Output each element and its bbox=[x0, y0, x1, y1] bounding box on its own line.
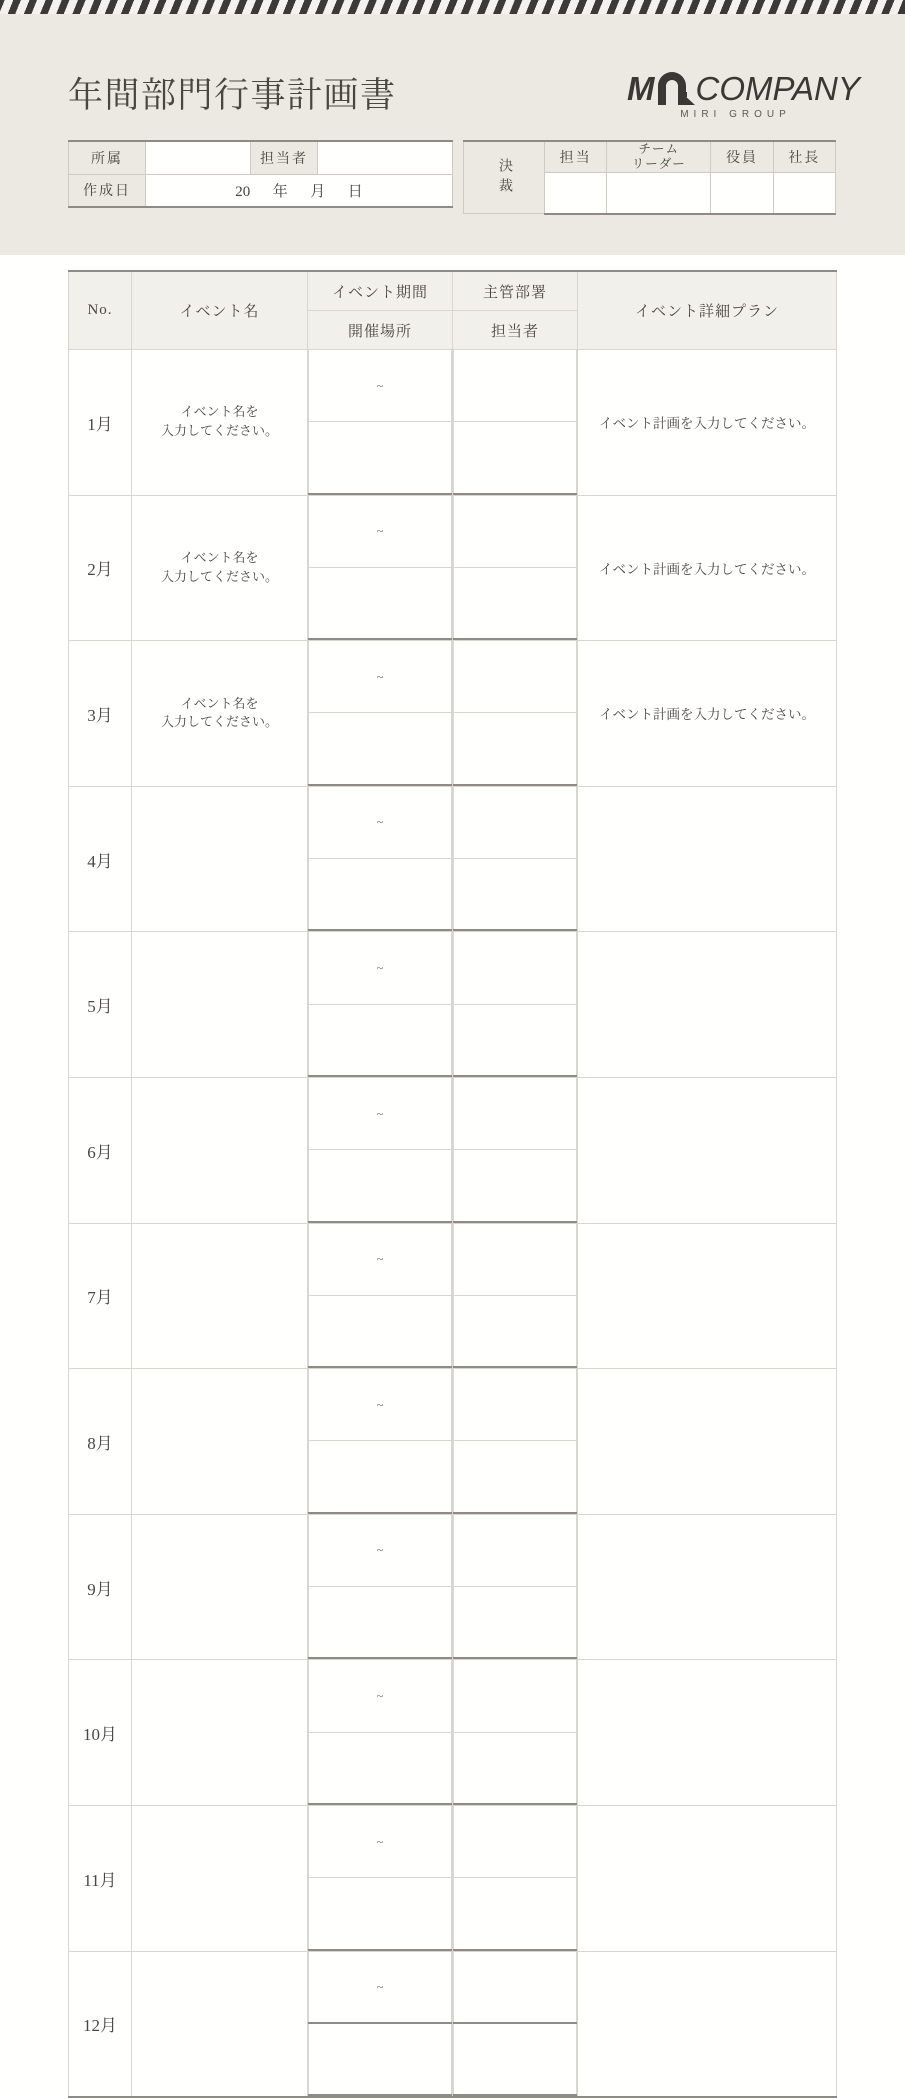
period-tilde-separator: ~ bbox=[376, 378, 384, 393]
annual-event-plan-table bbox=[68, 270, 837, 2098]
row-month-label: 9月 bbox=[69, 1514, 132, 1660]
row-detail-plan-field[interactable] bbox=[578, 1805, 837, 1951]
row-owner-field[interactable] bbox=[454, 567, 577, 639]
row-dept-owner-cell bbox=[453, 1514, 578, 1660]
approval-stamp-yakuin[interactable] bbox=[711, 172, 773, 214]
row-owner-field[interactable] bbox=[454, 1004, 577, 1076]
row-venue-field[interactable] bbox=[309, 1150, 452, 1222]
row-dept-field[interactable] bbox=[454, 1078, 577, 1150]
header-event-name: イベント名 bbox=[132, 271, 308, 350]
row-period-venue-cell bbox=[308, 1077, 453, 1223]
affiliation-field[interactable] bbox=[146, 141, 251, 174]
row-venue-field[interactable] bbox=[309, 1004, 452, 1076]
approval-label-team-leader: チーム リーダー bbox=[607, 141, 711, 172]
table-row bbox=[69, 1514, 837, 1660]
approval-stamp-shacho[interactable] bbox=[773, 172, 835, 214]
row-owner-field[interactable] bbox=[454, 713, 577, 785]
header-owner: 担当者 bbox=[453, 311, 578, 350]
table-row bbox=[69, 350, 837, 496]
table-row bbox=[69, 1369, 837, 1515]
row-period-venue-cell bbox=[308, 1660, 453, 1806]
header-venue: 開催場所 bbox=[308, 311, 453, 350]
approval-stamp-tanto[interactable] bbox=[545, 172, 607, 214]
period-tilde-separator: ~ bbox=[376, 1979, 384, 1994]
period-tilde-separator: ~ bbox=[376, 1834, 384, 1849]
approval-table bbox=[463, 140, 836, 215]
row-owner-field[interactable] bbox=[454, 422, 577, 494]
header-event-detail-plan: イベント詳細プラン bbox=[578, 271, 837, 350]
row-detail-plan-field[interactable] bbox=[578, 1660, 837, 1806]
row-period-field[interactable] bbox=[309, 641, 452, 713]
row-period-venue-cell bbox=[308, 932, 453, 1078]
row-venue-field[interactable] bbox=[309, 567, 452, 639]
logo-tagline: MIRI GROUP bbox=[680, 109, 791, 120]
row-period-venue-cell bbox=[308, 786, 453, 932]
row-dept-field[interactable] bbox=[454, 787, 577, 859]
row-period-field[interactable] bbox=[309, 1660, 452, 1732]
logo-word-company: COMPANY bbox=[695, 70, 860, 107]
row-owner-field[interactable] bbox=[454, 1732, 577, 1804]
row-event-name-field[interactable] bbox=[132, 1660, 308, 1806]
row-dept-field[interactable] bbox=[454, 1660, 577, 1732]
logo-arch-icon bbox=[654, 72, 696, 106]
row-venue-field[interactable] bbox=[309, 1732, 452, 1804]
approval-stamp-team-leader[interactable] bbox=[607, 172, 711, 214]
row-detail-plan-field[interactable]: イベント計画を入力してください。 bbox=[578, 641, 837, 787]
row-period-field[interactable] bbox=[309, 1515, 452, 1587]
row-event-name-field[interactable] bbox=[132, 1077, 308, 1223]
row-period-field[interactable] bbox=[309, 1369, 452, 1441]
row-dept-field[interactable] bbox=[454, 1515, 577, 1587]
affiliation-label: 所属 bbox=[69, 141, 146, 174]
row-venue-field[interactable] bbox=[309, 859, 452, 931]
row-period-venue-cell bbox=[308, 1369, 453, 1515]
row-owner-field[interactable] bbox=[454, 1441, 577, 1513]
row-dept-owner-cell bbox=[453, 786, 578, 932]
created-date-label: 作成日 bbox=[69, 174, 146, 207]
row-venue-field[interactable] bbox=[309, 1878, 452, 1950]
row-month-label: 7月 bbox=[69, 1223, 132, 1369]
table-row bbox=[69, 1077, 837, 1223]
row-detail-plan-field[interactable] bbox=[578, 1223, 837, 1369]
row-detail-plan-field[interactable] bbox=[578, 1951, 837, 2097]
row-month-label: 10月 bbox=[69, 1660, 132, 1806]
row-period-venue-cell bbox=[308, 495, 453, 641]
row-detail-plan-field[interactable] bbox=[578, 1369, 837, 1515]
table-row bbox=[69, 1660, 837, 1806]
row-detail-plan-field[interactable] bbox=[578, 786, 837, 932]
row-detail-plan-field[interactable] bbox=[578, 1514, 837, 1660]
row-venue-field[interactable] bbox=[309, 1587, 452, 1659]
plan-rows-body bbox=[69, 350, 837, 2098]
row-venue-field[interactable] bbox=[309, 1441, 452, 1513]
table-row bbox=[69, 495, 837, 641]
row-detail-plan-field[interactable] bbox=[578, 932, 837, 1078]
approval-label-tanto: 担当 bbox=[545, 141, 607, 172]
row-period-field[interactable] bbox=[309, 787, 452, 859]
row-venue-field[interactable] bbox=[309, 2023, 452, 2095]
row-dept-field[interactable] bbox=[454, 1369, 577, 1441]
row-dept-owner-cell bbox=[453, 495, 578, 641]
row-dept-field[interactable] bbox=[454, 496, 577, 568]
row-dept-field[interactable] bbox=[454, 641, 577, 713]
page-title: 年間部門行事計画書 bbox=[68, 76, 397, 115]
row-dept-owner-cell bbox=[453, 1951, 578, 2097]
row-month-label: 6月 bbox=[69, 1077, 132, 1223]
row-dept-field[interactable] bbox=[454, 932, 577, 1004]
row-period-field[interactable] bbox=[309, 1078, 452, 1150]
row-detail-plan-field[interactable]: イベント計画を入力してください。 bbox=[578, 495, 837, 641]
row-dept-owner-cell bbox=[453, 1660, 578, 1806]
row-owner-field[interactable] bbox=[454, 1150, 577, 1222]
approval-label-yakuin: 役員 bbox=[711, 141, 773, 172]
table-row bbox=[69, 641, 837, 787]
row-detail-plan-field[interactable]: イベント計画を入力してください。 bbox=[578, 350, 837, 496]
row-month-label: 8月 bbox=[69, 1369, 132, 1515]
row-period-venue-cell bbox=[308, 1514, 453, 1660]
row-event-name-field[interactable] bbox=[132, 786, 308, 932]
row-period-field[interactable] bbox=[309, 1806, 452, 1878]
period-tilde-separator: ~ bbox=[376, 961, 384, 976]
table-row bbox=[69, 932, 837, 1078]
period-tilde-separator: ~ bbox=[376, 815, 384, 830]
logo-letter-m: M bbox=[627, 70, 654, 107]
row-month-label: 1月 bbox=[69, 350, 132, 496]
row-dept-field[interactable] bbox=[454, 1806, 577, 1878]
period-tilde-separator: ~ bbox=[376, 1688, 384, 1703]
row-dept-owner-cell bbox=[453, 1805, 578, 1951]
row-event-name-field[interactable] bbox=[132, 1369, 308, 1515]
row-owner-field[interactable] bbox=[454, 1295, 577, 1367]
row-owner-field[interactable] bbox=[454, 2023, 577, 2095]
row-period-field[interactable] bbox=[309, 350, 452, 422]
row-month-label: 5月 bbox=[69, 932, 132, 1078]
row-detail-plan-field[interactable] bbox=[578, 1077, 837, 1223]
table-row bbox=[69, 786, 837, 932]
row-event-name-field[interactable]: イベント名を 入力してください。 bbox=[132, 641, 308, 787]
row-period-field[interactable] bbox=[309, 932, 452, 1004]
period-tilde-separator: ~ bbox=[376, 1543, 384, 1558]
row-owner-field[interactable] bbox=[454, 1878, 577, 1950]
header-event-period: イベント期間 bbox=[308, 271, 453, 311]
row-dept-owner-cell bbox=[453, 1223, 578, 1369]
row-period-venue-cell bbox=[308, 1951, 453, 2097]
row-dept-owner-cell bbox=[453, 1369, 578, 1515]
created-date-field[interactable]: 20 年 月 日 bbox=[146, 174, 453, 207]
period-tilde-separator: ~ bbox=[376, 1252, 384, 1267]
row-owner-field[interactable] bbox=[454, 859, 577, 931]
row-period-venue-cell bbox=[308, 641, 453, 787]
row-dept-field[interactable] bbox=[454, 1952, 577, 2024]
row-period-field[interactable] bbox=[309, 1952, 452, 2024]
table-row bbox=[69, 1951, 837, 2097]
person-label: 担当者 bbox=[251, 141, 318, 174]
row-month-label: 12月 bbox=[69, 1951, 132, 2097]
person-field[interactable] bbox=[318, 141, 453, 174]
row-period-venue-cell bbox=[308, 1223, 453, 1369]
row-period-venue-cell bbox=[308, 1805, 453, 1951]
row-venue-field[interactable] bbox=[309, 422, 452, 494]
period-tilde-separator: ~ bbox=[376, 1106, 384, 1121]
row-event-name-field[interactable]: イベント名を 入力してください。 bbox=[132, 495, 308, 641]
row-venue-field[interactable] bbox=[309, 1295, 452, 1367]
row-month-label: 4月 bbox=[69, 786, 132, 932]
row-period-venue-cell bbox=[308, 350, 453, 496]
document-info-table bbox=[68, 140, 453, 208]
company-logo bbox=[627, 70, 860, 120]
logo-wordmark bbox=[627, 70, 860, 107]
row-dept-owner-cell bbox=[453, 641, 578, 787]
table-row bbox=[69, 1223, 837, 1369]
row-dept-owner-cell bbox=[453, 1077, 578, 1223]
row-dept-owner-cell bbox=[453, 350, 578, 496]
row-event-name-field[interactable] bbox=[132, 1514, 308, 1660]
period-tilde-separator: ~ bbox=[376, 1397, 384, 1412]
decorative-striped-ribbon bbox=[0, 0, 905, 14]
row-period-field[interactable] bbox=[309, 496, 452, 568]
period-tilde-separator: ~ bbox=[376, 524, 384, 539]
row-venue-field[interactable] bbox=[309, 713, 452, 785]
approval-title: 決裁 bbox=[464, 141, 545, 214]
row-dept-owner-cell bbox=[453, 932, 578, 1078]
header-no: No. bbox=[69, 271, 132, 350]
header-band bbox=[0, 14, 905, 255]
row-event-name-field[interactable] bbox=[132, 1805, 308, 1951]
row-month-label: 11月 bbox=[69, 1805, 132, 1951]
table-row bbox=[69, 1805, 837, 1951]
row-dept-field[interactable] bbox=[454, 350, 577, 422]
approval-label-shacho: 社長 bbox=[773, 141, 835, 172]
header-managing-dept: 主管部署 bbox=[453, 271, 578, 311]
row-event-name-field[interactable] bbox=[132, 1951, 308, 2097]
period-tilde-separator: ~ bbox=[376, 669, 384, 684]
row-month-label: 3月 bbox=[69, 641, 132, 787]
row-dept-field[interactable] bbox=[454, 1224, 577, 1296]
row-owner-field[interactable] bbox=[454, 1587, 577, 1659]
row-event-name-field[interactable]: イベント名を 入力してください。 bbox=[132, 350, 308, 496]
row-period-field[interactable] bbox=[309, 1224, 452, 1296]
row-event-name-field[interactable] bbox=[132, 1223, 308, 1369]
row-month-label: 2月 bbox=[69, 495, 132, 641]
row-event-name-field[interactable] bbox=[132, 932, 308, 1078]
